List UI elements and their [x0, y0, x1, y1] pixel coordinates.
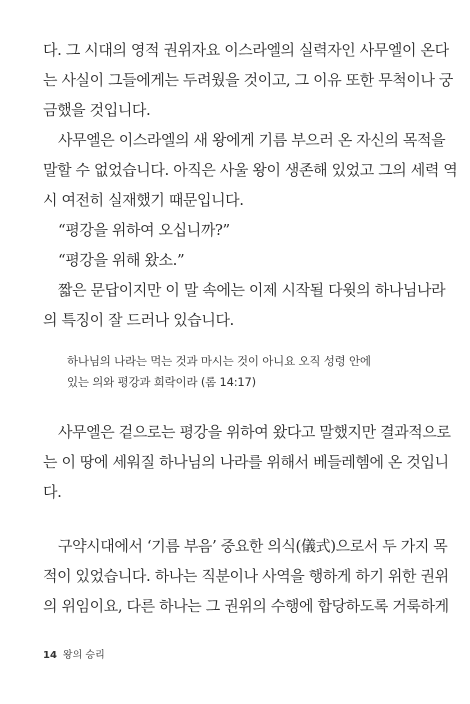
- paragraph-7-line-3: 의 위임이요, 다른 하나는 그 권위의 수행에 합당하도록 거룩하게: [43, 597, 449, 615]
- dialogue-question: “평강을 위하여 오십니까?”: [58, 221, 230, 239]
- paragraph-1-line-2: 는 사실이 그들에게는 두려웠을 것이고, 그 이유 또한 무척이나 궁: [43, 71, 454, 89]
- paragraph-1-line-3: 금했을 것입니다.: [43, 101, 151, 119]
- paragraph-7-line-1: 구약시대에서 ‘기름 부음’ 중요한 의식(儀式)으로서 두 가지 목: [58, 537, 448, 555]
- paragraph-7-line-2: 적이 있었습니다. 하나는 직분이나 사역을 행하게 하기 위한 권위: [43, 567, 449, 585]
- paragraph-5-line-2: 의 특징이 잘 드러나 있습니다.: [43, 311, 234, 329]
- paragraph-6-line-3: 다.: [43, 483, 62, 501]
- paragraph-2-line-1: 사무엘은 이스라엘의 새 왕에게 기름 부으러 온 자신의 목적을: [58, 131, 446, 149]
- paragraph-5-line-1: 짧은 문답이지만 이 말 속에는 이제 시작될 다윗의 하나님나라: [58, 281, 446, 299]
- running-title: 왕의 승리: [62, 650, 105, 661]
- scripture-quote-line-2: 있는 의와 평강과 희락이라 (롬 14:17): [67, 375, 256, 389]
- paragraph-6-line-2: 는 이 땅에 세워질 하나님의 나라를 위해서 베들레헴에 온 것입니: [43, 453, 449, 471]
- page-number: 14: [43, 650, 57, 661]
- scripture-quote-line-1: 하나님의 나라는 먹는 것과 마시는 것이 아니요 오직 성령 안에: [67, 354, 371, 368]
- paragraph-2-line-2: 말할 수 없었습니다. 아직은 사울 왕이 생존해 있었고 그의 세력 역: [43, 161, 458, 179]
- paragraph-6-line-1: 사무엘은 겉으로는 평강을 위하여 왔다고 말했지만 결과적으로: [58, 423, 451, 441]
- page-footer: [43, 649, 105, 663]
- dialogue-answer: “평강을 위해 왔소.”: [58, 251, 185, 269]
- paragraph-1-line-1: 다. 그 시대의 영적 권위자요 이스라엘의 실력자인 사무엘이 온다: [43, 41, 449, 59]
- paragraph-2-line-3: 시 여전히 실재했기 때문입니다.: [43, 191, 244, 209]
